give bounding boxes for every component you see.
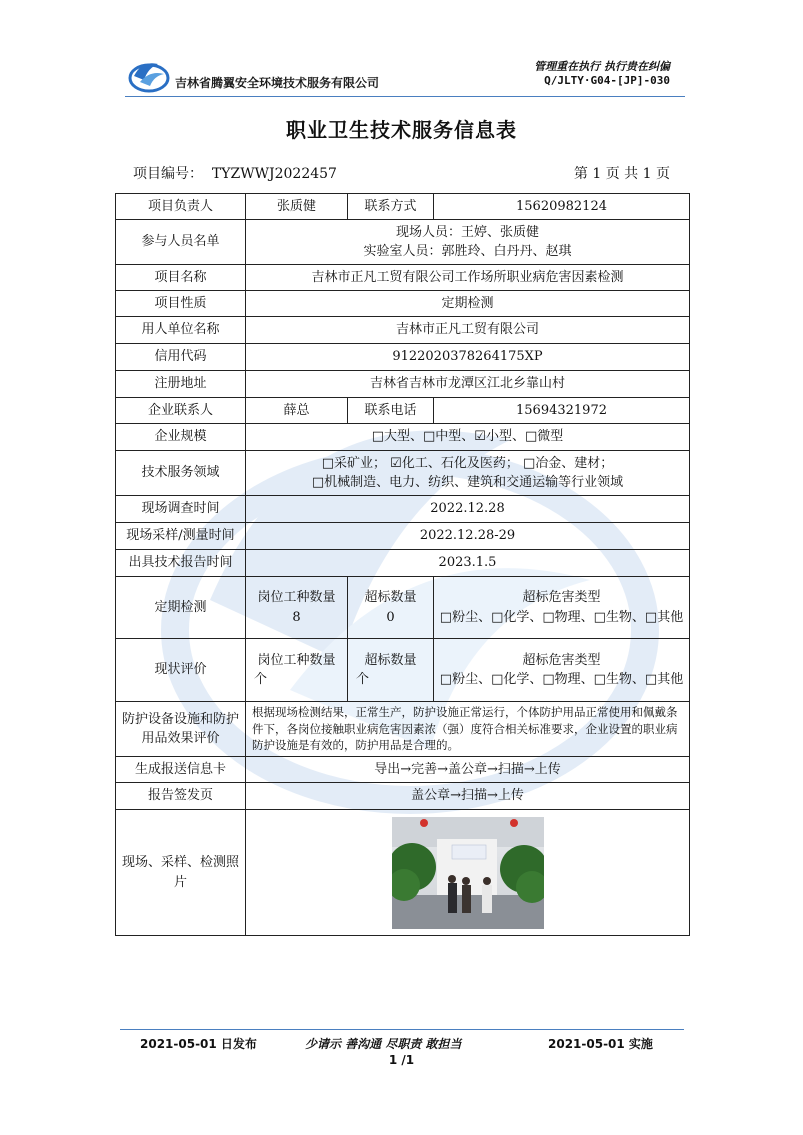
table-row [116,220,690,265]
survey-time-label: 现场调查时间 [116,496,246,523]
table-row [116,702,690,757]
page-info: 第 1 页 共 1 页 [573,166,670,182]
table-row [116,496,690,523]
table-row [116,398,690,424]
photo-label: 现场、采样、检测照片 [116,810,246,936]
status-posts-unit: 个 [254,672,268,687]
report-time-value: 2023.1.5 [246,550,690,577]
project-number-value: TYZWWJ2022457 [211,166,337,182]
table-row [116,424,690,451]
credit-value: 9122020378264175XP [246,344,690,371]
company-logo-icon [128,54,170,96]
contact-label: 联系方式 [348,194,434,220]
table-row [116,783,690,810]
field-line2: □机械制造、电力、纺织、建筑和交通运输等行业领域 [311,475,624,490]
sign-label: 报告签发页 [116,783,246,810]
members-site: 现场人员：王婷、张质健 [395,224,539,240]
address-label: 注册地址 [116,371,246,398]
footer-divider [120,1029,684,1030]
leader-value: 张质健 [246,194,348,220]
eval-value: 根据现场检测结果，正常生产，防护设施正常运行，个体防护用品正常使用和佩戴条件下，各岗位接触职业病危害因素浓（强）度符合相关标准要求，企业设置的职业病防护设施是有效的，防护用品是合理的。 [246,702,690,757]
field-label: 技术服务领域 [116,451,246,496]
survey-time-value: 2022.12.28 [246,496,690,523]
periodic-posts-value: 8 [292,609,301,625]
employer-value: 吉林市正凡工贸有限公司 [246,317,690,344]
table-row [116,523,690,550]
status-exceed [348,639,434,702]
card-flow: 导出→完善→盖公章→扫描→上传 [246,757,690,783]
contact-value: 15620982124 [434,194,690,220]
project-name-value: 吉林市正凡工贸有限公司工作场所职业病危害因素检测 [246,265,690,291]
scale-value: □大型、□中型、☑小型、□微型 [246,424,690,451]
status-types [434,639,690,702]
periodic-types-label: 超标危害类型 [522,590,601,605]
leader-label: 项目负责人 [116,194,246,220]
status-exceed-unit: 个 [356,672,370,687]
corp-phone-label: 联系电话 [348,398,434,424]
report-time-label: 出具技术报告时间 [116,550,246,577]
header-divider [125,96,685,97]
header-slogan: 管理重在执行 执行贵在纠偏 [534,60,670,73]
corp-contact-value: 薛总 [246,398,348,424]
project-number [133,163,337,183]
project-nature-value: 定期检测 [246,291,690,317]
periodic-types [434,577,690,639]
project-number-label: 项目编号： [133,166,203,182]
status-exceed-label: 超标数量 [364,652,417,668]
table-row [116,639,690,702]
table-row [116,577,690,639]
card-label: 生成报送信息卡 [116,757,246,783]
footer-publish-date: 2021-05-01 日发布 [140,1037,257,1051]
status-types-label: 超标危害类型 [522,652,601,668]
periodic-posts [246,577,348,639]
members-label: 参与人员名单 [116,220,246,265]
table-row [116,371,690,398]
footer-page-number: 1 /1 [388,1053,415,1067]
table-row [116,194,690,220]
status-types-value: □粉尘、□化学、□物理、□生物、□其他 [439,672,684,687]
table-row [116,451,690,496]
status-posts-label: 岗位工种数量 [257,652,336,668]
scale-label: 企业规模 [116,424,246,451]
footer-motto: 少请示 善沟通 尽职责 敢担当 [305,1037,462,1051]
members-value [246,220,690,265]
field-value [246,451,690,496]
eval-label: 防护设备设施和防护用品效果评价 [116,702,246,757]
table-row [116,810,690,936]
credit-label: 信用代码 [116,344,246,371]
table-row [116,265,690,291]
page-title: 职业卫生技术服务信息表 [286,118,517,142]
periodic-label: 定期检测 [116,577,246,639]
site-photo [392,817,544,929]
project-nature-label: 项目性质 [116,291,246,317]
table-row [116,344,690,371]
project-name-label: 项目名称 [116,265,246,291]
table-row [116,291,690,317]
table-row [116,317,690,344]
periodic-types-value: □粉尘、□化学、□物理、□生物、□其他 [439,609,684,625]
table-row [116,757,690,783]
sampling-time-value: 2022.12.28-29 [246,523,690,550]
corp-phone-value: 15694321972 [434,398,690,424]
footer-implement-date: 2021-05-01 实施 [548,1037,653,1051]
site-photo-image [392,817,544,929]
members-lab: 实验室人员：郭胜玲、白丹丹、赵琪 [363,244,572,259]
sign-flow: 盖公章→扫描→上传 [246,783,690,810]
employer-label: 用人单位名称 [116,317,246,344]
sampling-time-label: 现场采样/测量时间 [116,523,246,550]
info-table [115,193,690,936]
periodic-posts-label: 岗位工种数量 [257,590,336,605]
address-value: 吉林省吉林市龙潭区江北乡靠山村 [246,371,690,398]
periodic-exceed [348,577,434,639]
periodic-exceed-label: 超标数量 [364,590,417,605]
periodic-exceed-value: 0 [386,609,395,625]
status-posts [246,639,348,702]
corp-contact-label: 企业联系人 [116,398,246,424]
document-code: Q/JLTY·G04-[JP]-030 [544,74,670,87]
photo-cell [246,810,690,936]
company-name: 吉林省腾翼安全环境技术服务有限公司 [175,76,380,90]
table-row [116,550,690,577]
status-label: 现状评价 [116,639,246,702]
field-line1: □采矿业； ☑化工、石化及医药； □冶金、建材； [321,455,614,471]
